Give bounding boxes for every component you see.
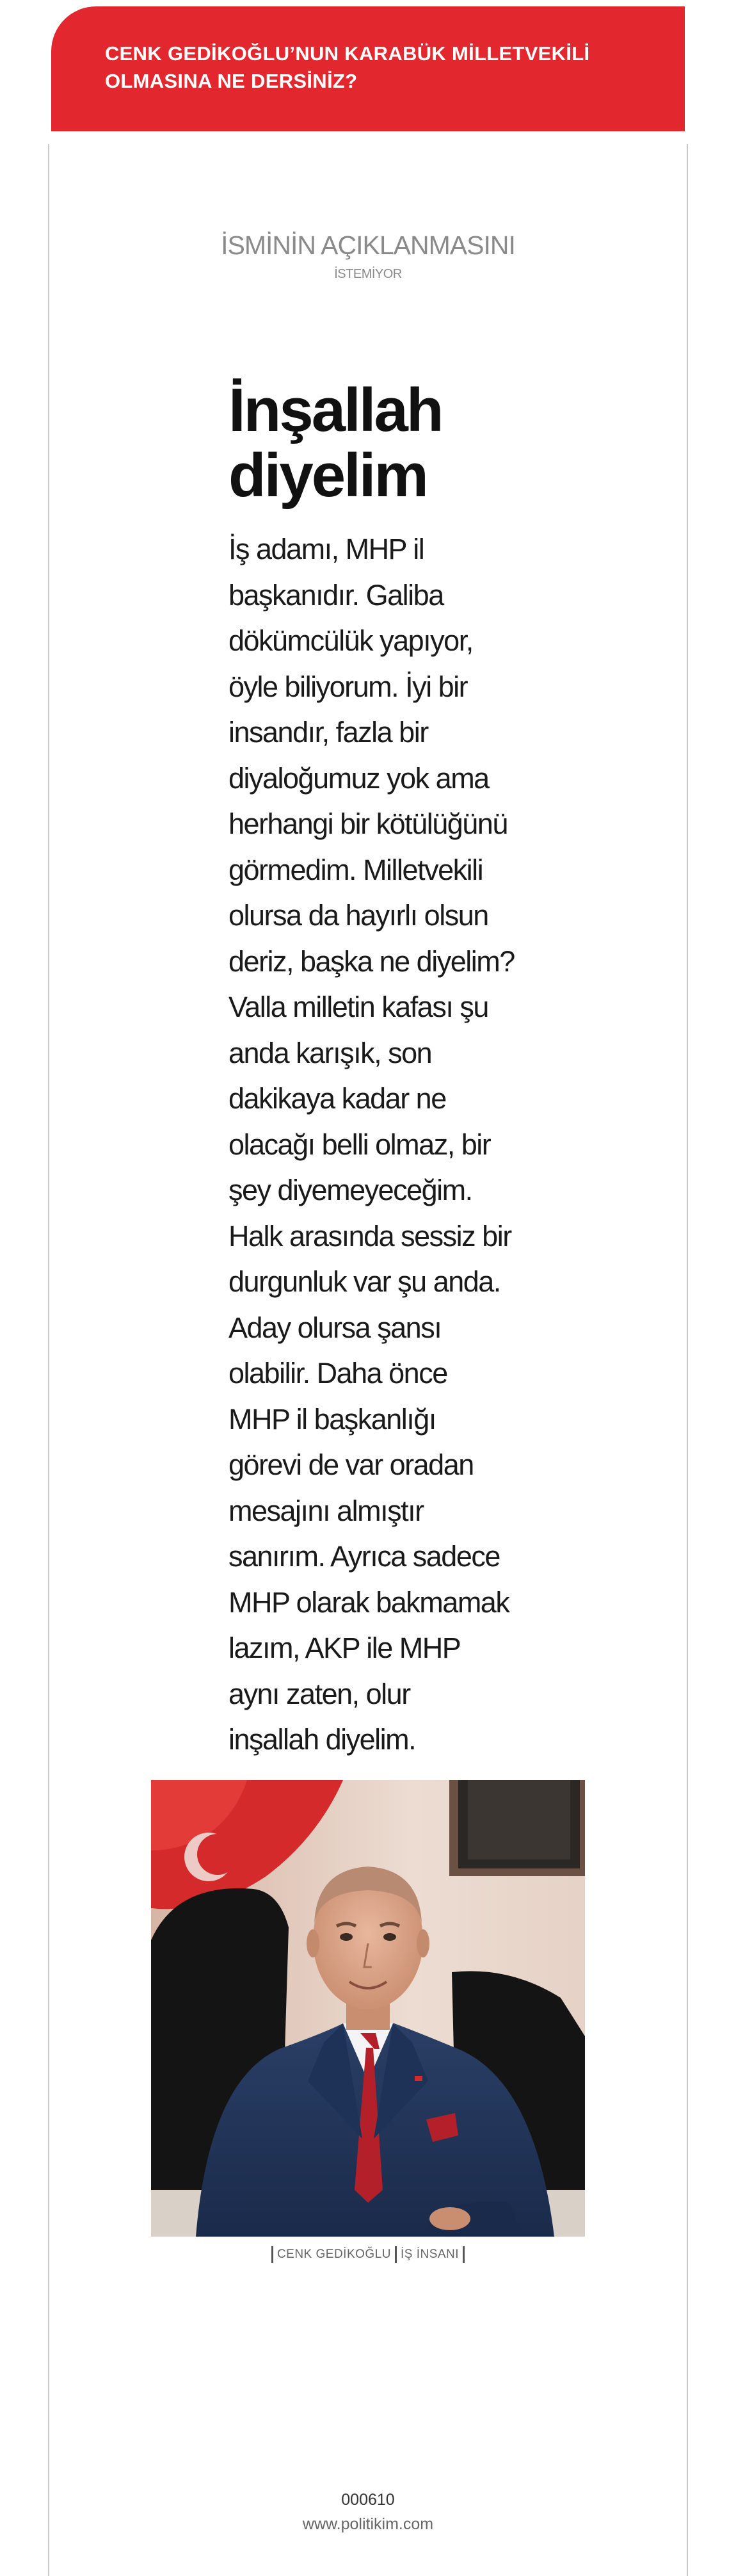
caption-divider: [395, 2246, 397, 2263]
photo-caption: [0, 2246, 736, 2263]
caption-role: İŞ İNSANI: [400, 2248, 460, 2262]
source-main: İSMİNİN AÇIKLANMASINI: [221, 231, 515, 260]
header-banner: [51, 6, 685, 131]
footer-url: www.politikim.com: [302, 2515, 434, 2533]
caption-name: CENK GEDİKOĞLU: [276, 2248, 391, 2262]
caption-divider: [271, 2246, 273, 2263]
portrait-photo: [151, 1780, 585, 2237]
source-sub: İSTEMİYOR: [334, 267, 402, 281]
caption-divider: [463, 2246, 465, 2263]
banner-title: CENK GEDİKOĞLU’NUN KARABÜK MİLLETVEKİLİ OLMASINA NE DERSİNİZ?: [105, 42, 590, 92]
article-headline: İnşallah diyelim: [228, 376, 442, 510]
page-number: 000610: [341, 2491, 395, 2509]
article-body: İş adamı, MHP il başkanıdır. Galiba dökümcülük yapıyor, öyle biliyorum. İyi bir insandır, fazla bir diyaloğumuz yok ama herhangi bir kötülüğünü görmedim. Milletvekili olursa da hayırlı olsun deriz, başka ne diyelim? Valla milletin kafası şu anda karışık, son dakikaya kadar ne olacağı belli olmaz, bir şey diyemeyeceğim. Halk arasında sessiz bir durgunluk var şu anda. Aday olursa şansı olabilir. Daha önce MHP il başkanlığı görevi de var oradan mesajını almıştır sanırım. Ayrıca sadece MHP olarak bakmamak lazım, AKP ile MHP aynı zaten, olur inşallah diyelim.: [228, 533, 515, 1756]
